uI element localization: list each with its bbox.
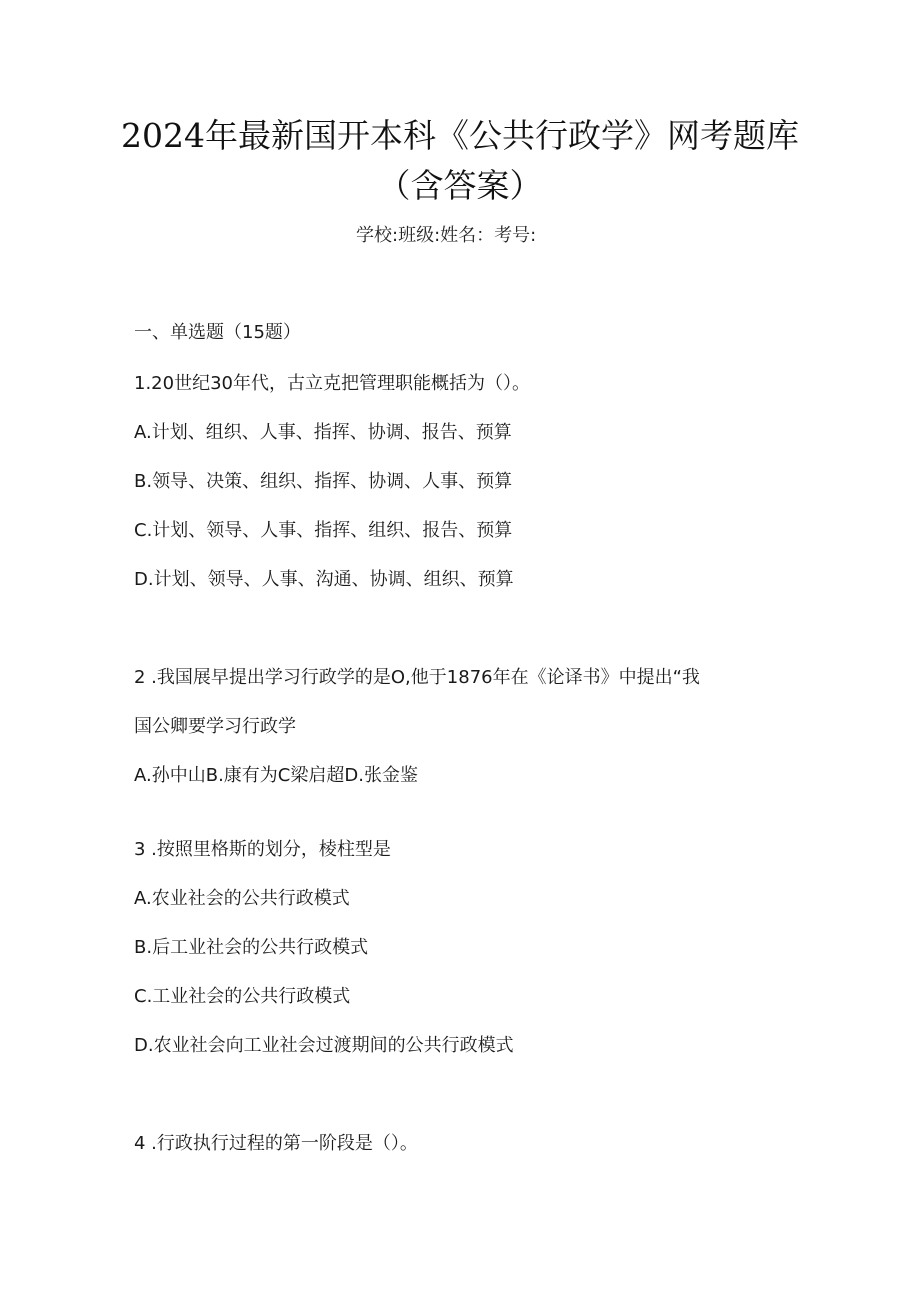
question-2-stem-line-1: 2 .我国展早提出学习行政学的是O,他于1876年在《论译书》中提出“我 [134,667,700,688]
question-4-stem: 4 .行政执行过程的第一阶段是（）。 [134,1133,418,1154]
question-1-option-b: B.领导、决策、组织、指挥、协调、人事、预算 [134,471,513,492]
question-2-options: A.孙中山B.康有为C梁启超D.张金鉴 [134,765,418,786]
question-3-option-c: C.工业社会的公共行政模式 [134,986,351,1007]
question-3-option-a: A.农业社会的公共行政模式 [134,888,350,909]
question-2-stem-line-2: 国公卿要学习行政学 [134,716,296,737]
question-3-option-d: D.农业社会向工业社会过渡期间的公共行政模式 [134,1035,514,1056]
question-1-stem: 1.20世纪30年代，古立克把管理职能概括为（）。 [134,373,530,394]
question-3-stem: 3 .按照里格斯的划分，棱柱型是 [134,839,391,860]
document-title-line-2: （含答案） [377,166,543,205]
question-1-option-c: C.计划、领导、人事、指挥、组织、报告、预算 [134,520,513,541]
question-1-option-d: D.计划、领导、人事、沟通、协调、组织、预算 [134,569,514,590]
question-1-option-a: A.计划、组织、人事、指挥、协调、报告、预算 [134,422,512,443]
student-info-line: 学校:班级:姓名：考号: [356,225,537,246]
document-title-line-1: 2024年最新国开本科《公共行政学》网考题库 [121,116,799,155]
question-3-option-b: B.后工业社会的公共行政模式 [134,937,369,958]
section-heading: 一、单选题（15题） [134,322,301,343]
